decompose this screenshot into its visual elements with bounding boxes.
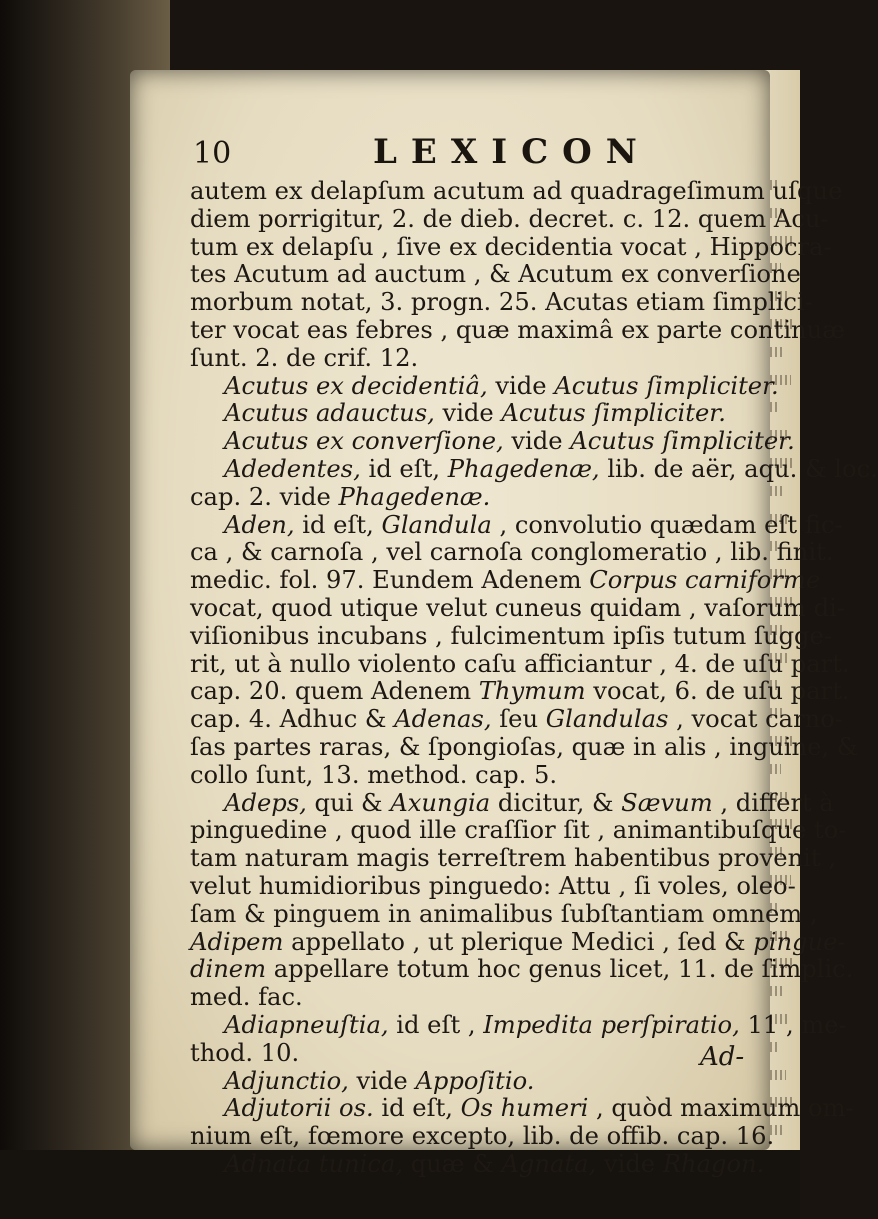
text-line [190, 177, 843, 206]
text-run: vide [503, 427, 571, 456]
text-run: , differt à [712, 788, 834, 817]
italic-term: Corpus carniforme [589, 566, 821, 595]
italic-term: Thymum [478, 677, 586, 706]
text-run: morbum notat, 3. progn. 25. Acutas etiam ſimplici- [190, 288, 813, 317]
page-header [193, 132, 753, 172]
text-line [190, 1010, 847, 1040]
italic-term: Glandulas [545, 705, 669, 734]
text-run: ſeu [491, 705, 546, 734]
text-run: ſam & pinguem in animalibus ſubſtantiam omnem , [190, 899, 818, 928]
text-line [190, 1040, 750, 1068]
italic-term: Adjutorii os. [224, 1094, 374, 1123]
text-run: , convolutio quædam eſt fic- [491, 510, 843, 539]
text-run: pinguedine , quod ille craſſior ſit , animantibuſque to- [190, 816, 847, 845]
italic-term: Phagedenæ. [338, 482, 491, 511]
text-run: lib. de aër, aqu. & loc. [599, 454, 878, 483]
text-run: vide [348, 1066, 416, 1095]
text-run: id eſt, [373, 1094, 461, 1123]
text-run: vide [434, 399, 502, 428]
text-line [190, 427, 795, 456]
text-run: qui & [306, 788, 391, 817]
text-line [190, 1094, 854, 1123]
italic-term: Adedentes, [224, 454, 361, 483]
italic-term: Phagedenæ, [447, 454, 600, 483]
text-line [190, 788, 834, 818]
text-run: tam naturam magis terreſtrem habentibus provenit , [190, 844, 836, 873]
italic-term: Acutus ex decidentiâ, [224, 371, 488, 400]
text-line [190, 288, 813, 317]
text-run: diem porrigitur, 2. de dieb. decret. c. 12. quem Acu- [190, 204, 829, 233]
text-run: , vocat carno- [668, 705, 843, 734]
text-run: medic. fol. 97. Eundem Adenem [190, 566, 590, 595]
text-line [190, 566, 821, 595]
italic-term: Adipem [190, 927, 284, 956]
text-line [190, 984, 750, 1012]
text-run: ſas partes raras, & ſpongioſas, quæ in alis , inguine, & [190, 732, 859, 761]
text-run: thod. 10. [190, 1038, 300, 1067]
italic-term: dinem [190, 955, 267, 984]
italic-term: Sævum [621, 788, 713, 817]
italic-term: Aden, [224, 510, 295, 539]
italic-term: Acutus ſimpliciter. [554, 371, 779, 400]
text-line [190, 955, 854, 984]
text-line [190, 400, 750, 428]
italic-term: pingue- [753, 927, 846, 956]
italic-term: Acutus ex converſione, [224, 427, 504, 456]
text-run: quæ & [403, 1149, 502, 1178]
italic-term: Os humeri [460, 1094, 589, 1123]
text-line [190, 1122, 775, 1151]
text-run: appellare totum hoc genus licet, 11. de ſimplic. [266, 955, 854, 984]
italic-term: Adenas, [394, 705, 492, 734]
text-run: ca , & carnoſa , vel carnoſa conglomeratio , lib. finit. [190, 538, 834, 567]
italic-term: Acutus adauctus, [224, 399, 435, 428]
text-line [190, 844, 836, 873]
text-run: id eſt , [388, 1010, 484, 1039]
text-line [190, 705, 843, 734]
italic-term: Adiapneuſtia, [224, 1010, 389, 1039]
text-line [190, 232, 832, 262]
text-line [190, 538, 834, 567]
text-line [190, 621, 833, 651]
text-line [190, 927, 846, 957]
text-run: cap. 20. quem Adenem [190, 677, 479, 706]
text-run: dicitur, & [490, 788, 622, 817]
text-run: id eſt, [294, 510, 382, 539]
text-run: collo ſunt, 13. method. cap. 5. [190, 760, 558, 789]
running-title: LEXICON [373, 132, 651, 172]
text-line [190, 816, 847, 845]
text-line [190, 871, 796, 901]
text-run: vocat, quod utique velut cuneus quidam , vaſorum di- [190, 593, 846, 622]
text-line [190, 762, 750, 790]
text-run: vocat, 6. de uſu part. [585, 677, 850, 706]
italic-term: Adjunctio, [224, 1066, 349, 1095]
text-run: 11 , me- [739, 1010, 847, 1039]
text-run: viſionibus incubans , fulcimentum ipſis tutum ſugge- [190, 621, 833, 650]
text-run: nium eſt, fœmore excepto, lib. de offib. cap. 16. [190, 1122, 775, 1151]
text-line [190, 510, 843, 540]
text-run: ſunt. 2. de crif. 12. [190, 343, 419, 372]
text-run: cap. 2. vide [190, 482, 339, 511]
text-run: cap. 4. Adhuc & [190, 705, 395, 734]
text-line [190, 899, 818, 929]
text-run: tes Acutum ad auctum , & Acutum ex converſione [190, 260, 801, 289]
text-run: autem ex delapſum acutum ad quadrageſimum uſque [190, 177, 843, 205]
italic-term: Axungia [390, 788, 491, 817]
catchword: Ad- [700, 1042, 745, 1072]
text-line [190, 1149, 765, 1179]
text-run: velut humidioribus pinguedo: Attu , ſi voles, oleo- [190, 871, 796, 900]
text-line [190, 204, 829, 234]
text-run: tum ex delapſu , ſive ex decidentia vocat , Hippocra- [190, 232, 832, 261]
text-run: med. fac. [190, 983, 303, 1012]
text-line [190, 677, 850, 706]
text-line [190, 315, 845, 345]
text-run: vide [487, 371, 555, 400]
text-run: id eſt, [360, 454, 448, 483]
italic-term: Impedita perſpiratio, [483, 1010, 740, 1039]
text-run: vide [596, 1149, 663, 1178]
text-line [190, 371, 779, 401]
text-line [190, 454, 878, 484]
text-line [190, 345, 750, 373]
italic-term: Adeps, [224, 788, 307, 817]
italic-term: Glandula [381, 510, 492, 539]
italic-term: Agnata, [501, 1149, 597, 1178]
text-run: appellato , ut plerique Medici , ſed & [283, 927, 754, 956]
body-text [190, 177, 878, 1179]
text-line [190, 732, 859, 762]
text-line [190, 260, 801, 289]
text-run: ter vocat eas febres , quæ maximâ ex parte continuæ [190, 315, 845, 344]
italic-term: Adnata tunica, [224, 1149, 404, 1178]
italic-term: Appoſitio. [415, 1066, 535, 1095]
text-line [190, 649, 850, 679]
text-line [190, 593, 846, 623]
page-number: 10 [193, 136, 232, 171]
text-run: rit, ut à nullo violento caſu afficiantur , 4. de uſu part. [190, 649, 850, 678]
text-line [190, 1068, 750, 1096]
italic-term: Acutus ſimpliciter. [570, 427, 795, 456]
italic-term: Acutus ſimpliciter. [501, 399, 726, 428]
text-run: , quòd maximum om- [588, 1094, 854, 1123]
italic-term: Rhagon. [662, 1149, 765, 1178]
text-line [190, 484, 750, 512]
